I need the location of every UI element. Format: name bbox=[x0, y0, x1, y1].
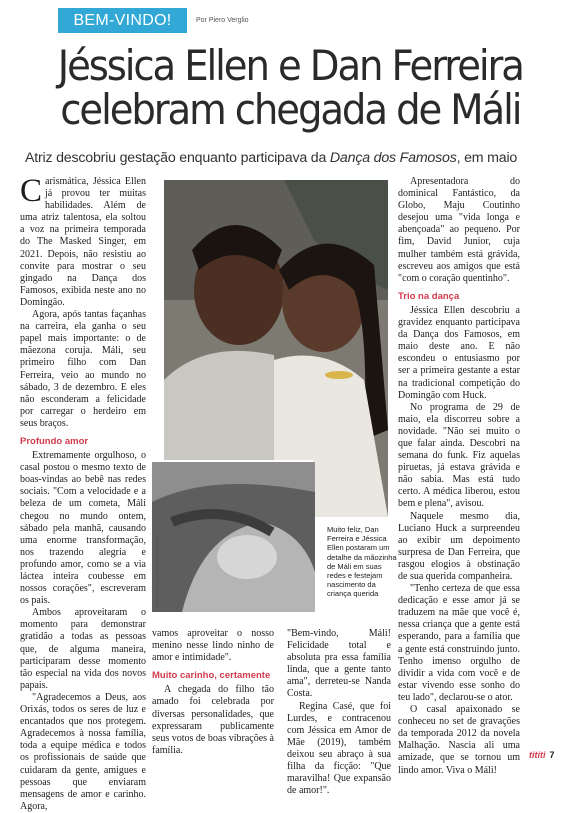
subtitle-show-name: Dança dos Famosos bbox=[329, 150, 457, 166]
section-tag: BEM-VINDO! bbox=[58, 8, 187, 33]
drop-cap: C bbox=[20, 173, 43, 209]
paragraph: "Agradecemos a Deus, aos Orixás, todos os seres de luz e encantados que nos protegem. Agradecemos à nossa família, toda a equipe médica e todos os profissionais de saúde que cuidaram da gente, amigues e pessoas que enviaram mensagens de amor e carinho. Agora, bbox=[20, 691, 146, 812]
paragraph: Agora, após tantas façanhas na carreira, ela ganha o seu papel mais importante: o de mãezona coruja. Máli, seu primeiro filho com Dan Ferreira, veio ao mundo no sábado, 3 de dezembro. E eles não esconderam a felicidade por carregar o herdeiro em seus braços. bbox=[20, 309, 146, 429]
magazine-logo: tititi bbox=[529, 750, 546, 760]
photo-caption: Muito feliz, Dan Ferreira e Jéssica Ellen postaram um detalhe da mãozinha de Máli em suas redes e festejam nascimento da criança querida bbox=[327, 525, 397, 599]
paragraph: Ambos aproveitaram o momento para demonstrar gratidão a todas as pessoas que, de alguma maneira, participaram desse momento tão especial na vida dos novos papais. bbox=[20, 607, 146, 691]
paragraph: Extremamente orgulhoso, o casal postou o mesmo texto de boas-vindas ao bebê nas redes sociais. "Com a velocidade e a beleza de um cometa, Máli chegou no mundo ontem, sábado pela manhã, causando uma enorme transformação, nos trazendo alegria e profundo amor, como se a via láctea inteira coubesse em nossos corações", escreveram os pais. bbox=[20, 450, 146, 607]
title-line-1: Jéssica Ellen e Dan Ferreira bbox=[57, 41, 523, 90]
article-column-2 bbox=[152, 628, 274, 757]
paragraph: No programa de 29 de maio, ela discorreu sobre a novidade. "Não sei muito o que falar ainda. Descobri na semana do funk. Fiz aquelas piruetas, já estava grávida e não sabia. Mas está tudo certo. A médica liberou, estou bem e plena", avisou. bbox=[398, 401, 520, 510]
paragraph-text: arismática, Jéssica Ellen já provou ter muitas habilidades. Além de uma atriz talentosa, ela soltou a voz na primeira temporada do The Masked Singer, em 2021. Depois, não resistiu ao convite para mostrar o seu gingado na Dança dos Famosos, exibida neste ano no Domingão. bbox=[20, 176, 146, 308]
baby-hand-photo bbox=[150, 460, 313, 610]
paragraph: O casal apaixonado se conheceu no set de gravações da temporada 2012 da novela Malhação. Nascia ali uma amizade, que se tornou um lindo amor. Viva o Máli! bbox=[398, 704, 520, 776]
paragraph: Naquele mesmo dia, Luciano Huck a surpreendeu ao exibir um depoimento surpresa de Dan Ferreira, que rasgou elogios à obstinação de sua querida companheira. bbox=[398, 510, 520, 582]
subtitle-part: , em maio bbox=[456, 150, 518, 166]
subtitle-part: Atriz descobriu gestação enquanto participava da bbox=[25, 150, 330, 166]
paragraph: vamos aproveitar o nosso menino nesse lindo ninho de amor e intimidade". bbox=[152, 628, 274, 664]
page-number: 7 bbox=[549, 750, 555, 760]
paragraph: Jéssica Ellen descobriu a gravidez enquanto participava da Dança dos Famosos, em maio deste ano. E não escondeu o entusiasmo por ser a primeira gestante a estar na tradicional competição do Domingão com Huck. bbox=[398, 304, 520, 401]
title-line-2: celebram chegada de Máli bbox=[60, 85, 521, 134]
page-footer bbox=[529, 750, 555, 760]
paragraph: Apresentadora do dominical Fantástico, da Globo, Maju Coutinho desejou uma "vida longa e abençoada" ao pequeno. Por fim, David Junior, cuja mulher também está grávida, escreveu aos amigos que está "com o coração quentinho". bbox=[398, 176, 520, 284]
section-heading: Muito carinho, certamente bbox=[152, 670, 271, 682]
paragraph: "Bem-vindo, Máli! Felicidade total e absoluta pra essa família linda, que a gente tanto ama", derreteu-se Nanda Costa. bbox=[287, 628, 391, 700]
paragraph: Regina Casé, que foi Lurdes, e contracenou com Jéssica em Amor de Mãe (2019), também deixou seu abraço à sua filha da ficção: "Que maravilha! Que expansão de amor!". bbox=[287, 700, 391, 797]
photo-credit: Fotos: Instagram/Reprodução bbox=[155, 535, 161, 608]
article-subtitle bbox=[25, 150, 565, 166]
article-column-4 bbox=[398, 176, 520, 777]
section-heading: Trio na dança bbox=[398, 290, 460, 302]
article-column-3 bbox=[287, 628, 391, 797]
article-column-1 bbox=[20, 173, 146, 813]
paragraph bbox=[20, 173, 146, 309]
byline: Por Piero Verglio bbox=[196, 17, 249, 24]
paragraph: "Tenho certeza de que essa dedicação e esse amor já se traduzem na mãe que você é, nessa criança que a gente está esperando, para a família que a gente está construindo junto. Tenho imenso orgulho de dividir a vida com você e de estar vivendo esse sonho do teu lado", declarou-se o ator. bbox=[398, 583, 520, 703]
paragraph: A chegada do filho tão amado foi celebrada por diversas personalidades, que expressaram publicamente seus votos de boas vibrações à família. bbox=[152, 684, 274, 756]
section-heading: Profundo amor bbox=[20, 435, 89, 447]
article-title bbox=[18, 41, 523, 134]
baby-hand-illustration bbox=[152, 462, 315, 612]
